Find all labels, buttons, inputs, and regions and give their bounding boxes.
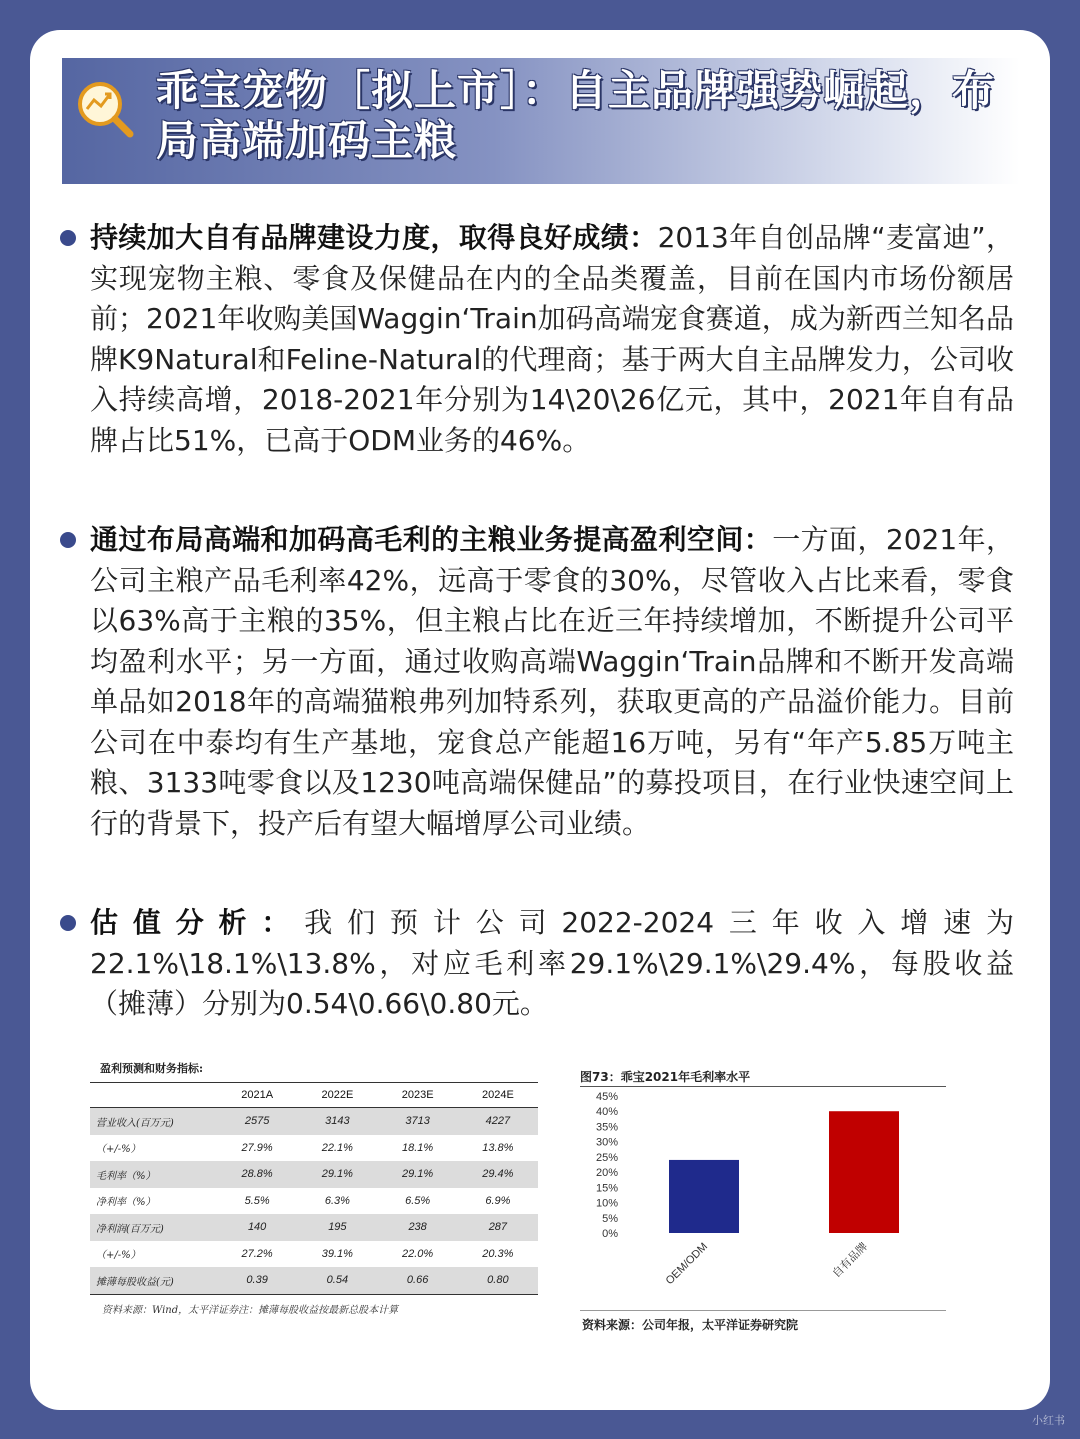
- table-cell: 0.39: [217, 1267, 297, 1294]
- column-header: 2023E: [378, 1083, 458, 1108]
- table-cell: 238: [378, 1214, 458, 1241]
- table-source-note: 资料来源：Wind，太平洋证券注：摊薄每股收益按最新总股本计算: [102, 1304, 399, 1316]
- analysis-magnifier-icon: [72, 76, 136, 140]
- table-cell: 13.8%: [482, 1141, 514, 1154]
- row-label: 营业收入(百万元): [90, 1108, 217, 1135]
- section-brand-building: [90, 218, 1014, 461]
- table-cell: 6.3%: [324, 1194, 350, 1207]
- section-body: 2013年自创品牌“麦富迪”，实现宠物主粮、零食及保健品在内的全品类覆盖，目前在国内市场份额居前；2021年收购美国Waggin‘Train加码高端宠食赛道，成为新西兰知名品牌K9Natural和Feline-Natural的代理商；基于两大自主品牌发力，公司收入持续高增，2018-2021年分别为14\20\26亿元，其中，2021年自有品牌占比51%，已高于ODM业务的46%。: [90, 221, 1014, 457]
- bullet-dot: [60, 230, 76, 246]
- table-cell: 39.1%: [321, 1247, 353, 1260]
- table-cell: 6.9%: [485, 1194, 511, 1207]
- table-cell: 18.1%: [402, 1141, 434, 1154]
- table-title: 盈利预测和财务指标:: [100, 1062, 204, 1075]
- section-body: 一方面，2021年，公司主粮产品毛利率42%，远高于零食的30%，尽管收入占比来看，零食以63%高于主粮的35%，但主粮占比在近三年持续增加，不断提升公司平均盈利水平；另一方面，通过收购高端Waggin‘Train品牌和不断开发高端单品如2018年的高端猫粮弗列加特系列，获取更高的产品溢价能力。目前公司在中泰均有生产基地，宠食总产能超16万吨，另有“年产5.85万吨主粮、3133吨零食以及1230吨高端保健品”的募投项目，在行业快速空间上行的背景下，投产后有望大幅增厚公司业绩。: [90, 523, 1014, 840]
- chart-title: 图73：乖宝2021年毛利率水平: [580, 1070, 751, 1084]
- column-header: 2021A: [217, 1083, 297, 1108]
- section-lead: 通过布局高端和加码高毛利的主粮业务提高盈利空间：: [90, 523, 773, 556]
- table-row: [90, 1188, 538, 1215]
- gross-margin-bar-chart: [574, 1088, 964, 1328]
- row-label: （+/-%）: [96, 1144, 141, 1156]
- financial-table: [90, 1082, 538, 1295]
- y-tick-label: 45%: [595, 1091, 618, 1103]
- chart-title-rule: [580, 1086, 946, 1087]
- table-row: [90, 1135, 538, 1162]
- table-cell: 22.1%: [321, 1141, 353, 1154]
- x-category-label: 自有品牌: [830, 1240, 871, 1281]
- section-body: 我们预计公司2022-2024三年收入增速为22.1%\18.1%\13.8%，对应毛利率29.1%\29.1%\29.4%，每股收益（摊薄）分别为0.54\0.66\0.80元。: [90, 906, 1014, 1020]
- table-cell: 287: [458, 1214, 538, 1241]
- y-tick-label: 40%: [595, 1106, 618, 1119]
- table-cell: 28.8%: [217, 1161, 297, 1188]
- table-row: [90, 1267, 538, 1294]
- chart-source-rule: [580, 1310, 946, 1311]
- section-lead: 估值分析：: [90, 906, 305, 939]
- section-valuation: [90, 903, 1014, 1025]
- table-cell: 22.0%: [402, 1247, 434, 1260]
- y-tick-label: 35%: [595, 1121, 618, 1134]
- table-row: [90, 1241, 538, 1268]
- watermark: 小红书: [1032, 1414, 1065, 1427]
- table-cell: 29.1%: [297, 1161, 377, 1188]
- column-header: 2022E: [297, 1083, 377, 1108]
- table-header-blank: [90, 1083, 217, 1108]
- bar-oem-odm: [669, 1160, 739, 1233]
- table-cell: 3713: [378, 1108, 458, 1135]
- table-cell: 5.5%: [244, 1194, 270, 1207]
- bullet-dot: [60, 915, 76, 931]
- x-category-label: OEM/ODM: [663, 1240, 711, 1288]
- table-row: [90, 1161, 538, 1188]
- row-label: 净利润(百万元): [90, 1214, 217, 1241]
- table-header-row: [90, 1083, 538, 1108]
- gross-margin-chart-panel: [574, 1064, 964, 1344]
- row-label: 净利率（%）: [96, 1197, 156, 1209]
- table-cell: 29.4%: [458, 1161, 538, 1188]
- financial-table-panel: [90, 1060, 538, 1316]
- table-cell: 3143: [297, 1108, 377, 1135]
- bullet-dot: [60, 532, 76, 548]
- y-tick-label: 30%: [595, 1136, 618, 1149]
- page-title: 乖宝宠物［拟上市］：自主品牌强势崛起，布局高端加码主粮: [156, 66, 996, 165]
- table-cell: 0.80: [458, 1267, 538, 1294]
- table-cell: 0.66: [378, 1267, 458, 1294]
- y-tick-label: 5%: [602, 1212, 618, 1225]
- table-cell: 195: [297, 1214, 377, 1241]
- table-cell: 140: [217, 1214, 297, 1241]
- bar-own-brand: [829, 1111, 899, 1233]
- row-label: 摊薄每股收益(元): [90, 1267, 217, 1294]
- section-premium-staple: [90, 520, 1014, 844]
- row-label: （+/-%）: [96, 1250, 141, 1262]
- section-lead: 持续加大自有品牌建设力度，取得良好成绩：: [90, 221, 658, 254]
- table-cell: 4227: [458, 1108, 538, 1135]
- y-tick-label: 25%: [595, 1151, 618, 1164]
- y-tick-label: 10%: [595, 1197, 618, 1210]
- table-cell: 27.9%: [241, 1141, 273, 1154]
- table-cell: 2575: [217, 1108, 297, 1135]
- row-label: 毛利率（%）: [90, 1161, 217, 1188]
- chart-source: 资料来源：公司年报，太平洋证券研究院: [582, 1318, 799, 1332]
- table-cell: 6.5%: [405, 1194, 431, 1207]
- table-cell: 29.1%: [378, 1161, 458, 1188]
- y-tick-label: 0%: [602, 1228, 618, 1240]
- table-row: [90, 1214, 538, 1241]
- column-header: 2024E: [458, 1083, 538, 1108]
- y-tick-label: 20%: [595, 1167, 618, 1180]
- table-cell: 0.54: [297, 1267, 377, 1294]
- table-row: [90, 1108, 538, 1135]
- y-tick-label: 15%: [595, 1182, 618, 1195]
- table-cell: 20.3%: [482, 1247, 514, 1260]
- table-cell: 27.2%: [241, 1247, 273, 1260]
